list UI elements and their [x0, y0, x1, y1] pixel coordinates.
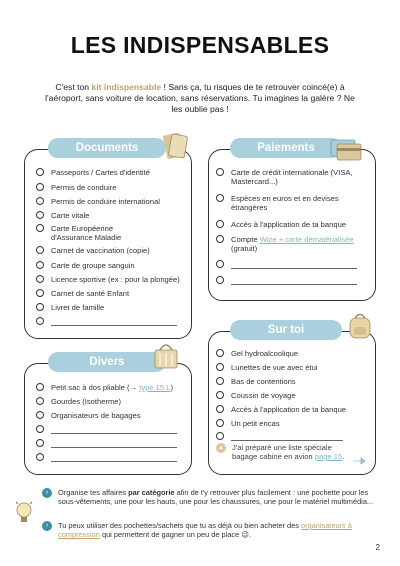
tip-categorie-text [58, 488, 378, 506]
divers-title: Divers [48, 352, 166, 372]
checklist-item-label: Carte de groupe sanguin [51, 261, 135, 270]
checklist-item-label: Coussin de voyage [231, 391, 296, 400]
checkbox[interactable] [36, 224, 44, 232]
intro-part-1: C'est ton [55, 82, 92, 92]
checklist-item-label [51, 383, 173, 392]
tip-categorie [42, 488, 378, 506]
intro-text [40, 82, 360, 116]
checklist-item [36, 303, 186, 312]
checklist-item [216, 405, 361, 414]
checklist-item [36, 183, 186, 192]
tip1-part-2: afin de t'y retrouver plus facilement : une pochette pour les sous-vêtements, une pour les hauts, une pour les chaussures, une pour le matériel multimédia... [58, 488, 374, 507]
organisateurs-link[interactable]: organisateurs à compression [58, 521, 352, 540]
pointing-hand-icon [352, 456, 366, 466]
checkbox[interactable] [36, 275, 44, 283]
checklist-item [36, 411, 186, 420]
checklist-item [216, 391, 361, 400]
blank-line[interactable] [51, 461, 177, 462]
surtoi-title: Sur toi [230, 320, 342, 340]
checklist-item [216, 235, 358, 253]
surtoi-note [216, 443, 366, 461]
arrow-icon: › [42, 521, 52, 531]
surtoi-note-text [232, 443, 344, 461]
checkbox[interactable] [36, 197, 44, 205]
checkbox[interactable] [36, 317, 44, 325]
checkbox[interactable] [216, 276, 224, 284]
checkbox[interactable] [36, 261, 44, 269]
page-number: 2 [375, 543, 380, 552]
blank-checklist-item [36, 317, 51, 325]
surtoi-note-line-2: bagage cabine en avion [232, 452, 315, 461]
divers-item1-text: Petit sac à dos pliable (→ [51, 383, 140, 392]
checkbox[interactable] [216, 168, 224, 176]
checkbox[interactable] [216, 349, 224, 357]
checklist-item [216, 220, 348, 229]
checklist-item-label: Bas de contentions [231, 377, 296, 386]
checkbox[interactable] [36, 397, 44, 405]
checkbox[interactable] [36, 183, 44, 191]
checklist-item [216, 363, 361, 372]
backpack-icon [346, 310, 374, 340]
checklist-item-label: Gel hydroalcoolique [231, 349, 299, 358]
checkbox[interactable] [36, 246, 44, 254]
wize-link[interactable]: Wize + carte dématérialisée [259, 235, 354, 244]
blank-checklist-item [216, 260, 231, 268]
checklist-item-label: Carte de crédit internationale (VISA, Mastercard...) [231, 168, 353, 186]
checklist-item [36, 275, 186, 284]
checkbox[interactable] [36, 303, 44, 311]
blank-line[interactable] [231, 440, 343, 441]
divers-item1-after: ) [170, 383, 173, 392]
checkbox[interactable] [36, 289, 44, 297]
paiements-title: Paiements [230, 138, 342, 158]
blank-checklist-item [216, 276, 231, 284]
tip-pochettes-text [58, 521, 378, 539]
thumbs-up-icon: ▲ [216, 443, 226, 453]
blank-checklist-item [216, 432, 231, 440]
checkbox[interactable] [216, 419, 224, 427]
checklist-item [36, 224, 154, 242]
checkbox[interactable] [216, 194, 224, 202]
checkbox[interactable] [36, 425, 44, 433]
checklist-item-label: Organisateurs de bagages [51, 411, 141, 420]
checklist-item [216, 419, 361, 428]
checkbox[interactable] [36, 211, 44, 219]
checklist-item [36, 289, 186, 298]
blank-checklist-item [36, 425, 51, 433]
tip1-bold: par catégorie [128, 488, 175, 497]
wize-before: Compte [231, 235, 260, 244]
page-15-link[interactable]: page 15 [314, 452, 343, 461]
checklist-item [36, 197, 186, 206]
checklist-item-label: Lunettes de vue avec étui [231, 363, 318, 372]
checklist-item-label: Permis de conduire [51, 183, 117, 192]
checkbox[interactable] [36, 383, 44, 391]
checkbox[interactable] [36, 439, 44, 447]
checklist-item [216, 349, 361, 358]
checklist-item [36, 383, 186, 392]
blank-line[interactable] [51, 447, 177, 448]
credit-card-icon [330, 136, 362, 162]
blank-checklist-item [36, 453, 51, 461]
checklist-item-label: Un petit encas [231, 419, 280, 428]
checkbox[interactable] [216, 377, 224, 385]
checkbox[interactable] [36, 453, 44, 461]
tote-bag-icon [152, 340, 180, 370]
checkbox[interactable] [216, 235, 224, 243]
checkbox[interactable] [36, 168, 44, 176]
checkbox[interactable] [216, 432, 224, 440]
intro-highlight: kit indispensable [91, 82, 162, 92]
checklist-item [216, 377, 361, 386]
checklist-item-label: Gourdes (Isotherme) [51, 397, 122, 406]
surtoi-note-after: . [342, 452, 345, 461]
checklist-item-label: Carnet de santé Enfant [51, 289, 130, 298]
checklist-item [216, 168, 356, 186]
checklist-item [216, 194, 348, 212]
wize-after: (gratuit) [231, 244, 258, 253]
checklist-item-label: Permis de conduire international [51, 197, 160, 206]
checklist-item-label: Carte Européenne d'Assurance Maladie [51, 224, 122, 242]
documents-title: Documents [48, 138, 166, 158]
checkbox[interactable] [216, 220, 224, 228]
checklist-item-label: Carnet de vaccination (copie) [51, 246, 150, 255]
page-title: LES INDISPENSABLES [70, 32, 330, 58]
checklist-item-label: Carte vitale [51, 211, 90, 220]
checklist-item [36, 168, 186, 177]
blank-line[interactable] [51, 325, 177, 326]
checklist-item-label: Licence sportive (ex : pour la plongée) [51, 275, 180, 284]
tip2-part-1: Tu peux utiliser des pochettes/sachets que tu as déjà ou bien acheter des [58, 521, 301, 530]
lightbulb-icon [14, 500, 34, 526]
checkbox[interactable] [216, 391, 224, 399]
surtoi-note-line-1: J'ai préparé une liste spéciale [232, 443, 332, 452]
passport-icon [163, 131, 189, 161]
blank-line[interactable] [231, 268, 357, 269]
tip2-part-2: qui permettent de gagner un peu de place 😉. [99, 530, 252, 540]
checkbox[interactable] [216, 260, 224, 268]
arrow-icon: › [42, 488, 52, 498]
checklist-item-label: Accès à l'application de ta banque [231, 220, 347, 229]
checklist-item-label: Livret de famille [51, 303, 105, 312]
type-15l-link[interactable]: type 15 L [139, 383, 171, 392]
checklist-item [36, 397, 186, 406]
tip-pochettes [42, 521, 378, 539]
blank-line[interactable] [231, 284, 357, 285]
checkbox[interactable] [36, 411, 44, 419]
checkbox[interactable] [216, 405, 224, 413]
blank-checklist-item [36, 439, 51, 447]
checkbox[interactable] [216, 363, 224, 371]
checklist-item-label: Espèces en euros et en devises étrangères [231, 194, 339, 212]
checklist-item-label: Accès à l'application de ta banque [231, 405, 347, 414]
checklist-item-label: Passeports / Cartes d'identité [51, 168, 150, 177]
blank-line[interactable] [51, 433, 177, 434]
checklist-item [36, 261, 186, 270]
checklist-item [36, 246, 186, 255]
tip1-part-1: Organise tes affaires [58, 488, 129, 497]
checklist-item [36, 211, 186, 220]
checklist-item-label [231, 235, 358, 253]
intro-part-2: ! Sans ça, tu risques de te retrouver coincé(e) à l'aéroport, sans voiture de location, sans réservations. Tu imagines la galère ? Ne les oublie pas ! [45, 82, 355, 115]
